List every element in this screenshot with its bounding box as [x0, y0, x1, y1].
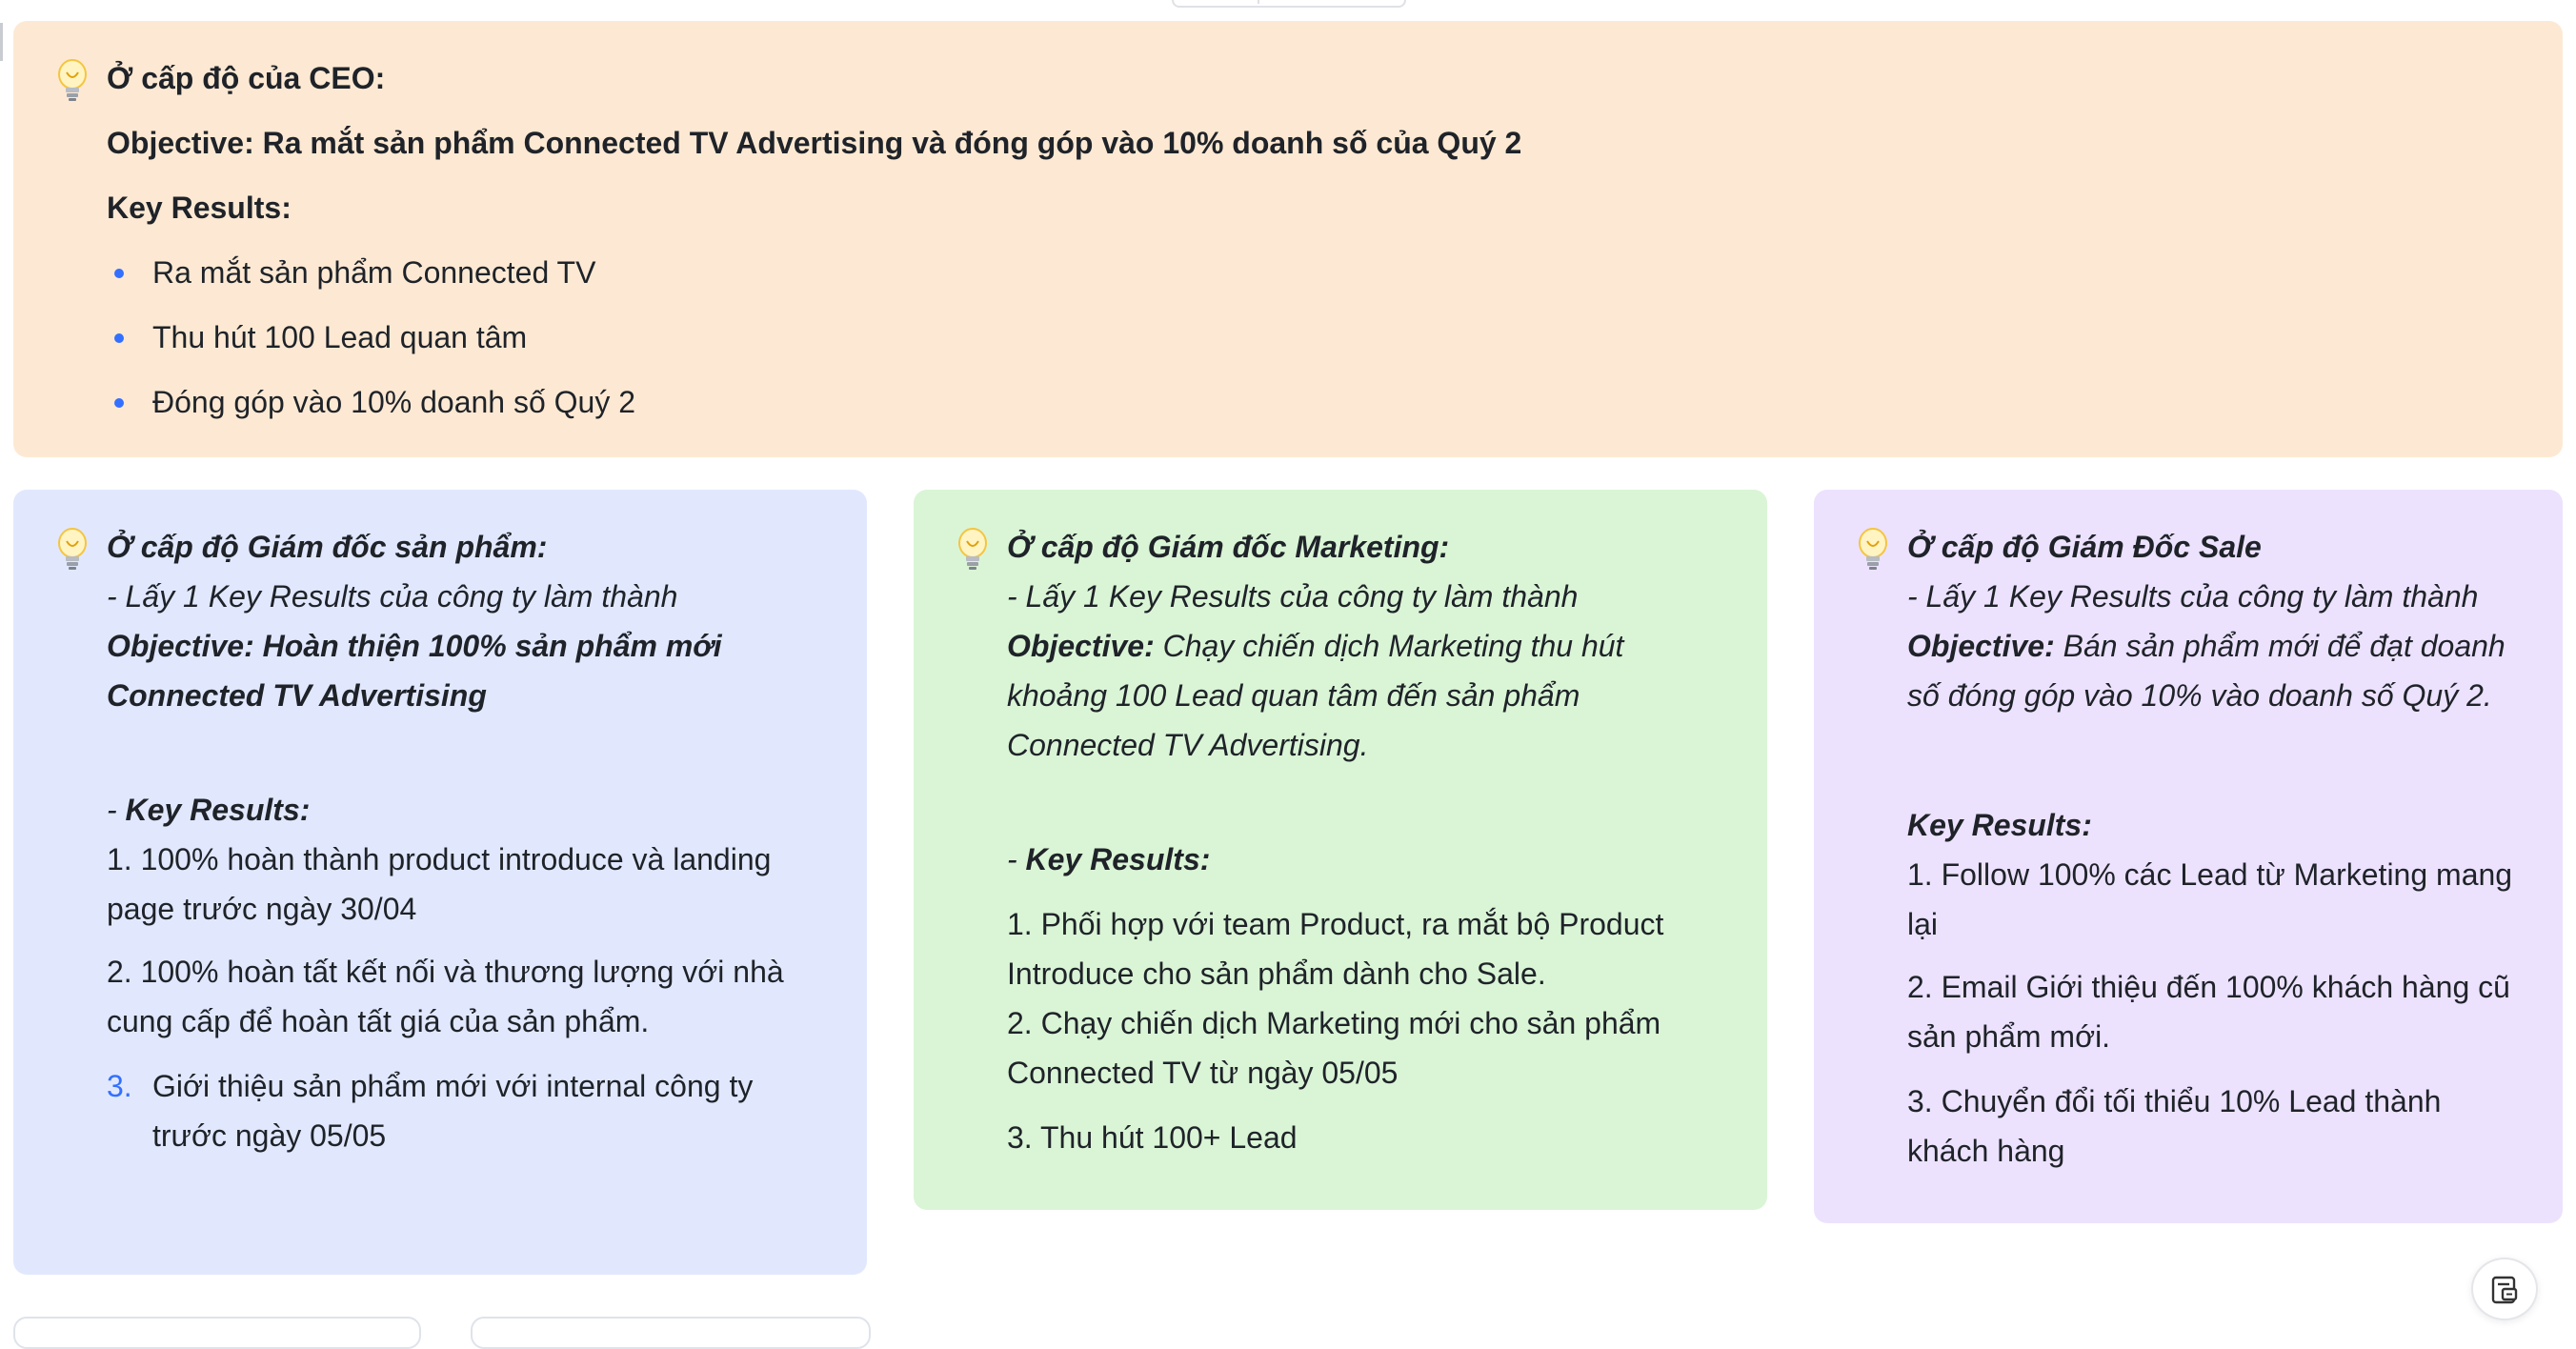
lightbulb-icon [954, 526, 992, 572]
product-kr-3: Giới thiệu sản phẩm mới với internal công ty [152, 1069, 754, 1103]
sale-kr-label: Key Results: [1907, 808, 2092, 842]
product-kr-label [107, 785, 310, 835]
callout-sale-director [1814, 490, 2563, 1223]
sale-intro: - Lấy 1 Key Results của công ty làm thành [1907, 579, 2479, 614]
objective-label: Objective: [1907, 629, 2055, 663]
kr-prefix: - [107, 793, 126, 827]
bullet-icon [114, 269, 124, 278]
sale-objective: số đóng góp vào 10% vào doanh số Quý 2. [1907, 678, 2492, 713]
block-handle[interactable] [0, 23, 3, 61]
ceo-kr-item [107, 248, 595, 297]
objective-text: Bán sản phẩm mới để đạt doanh [2054, 629, 2506, 663]
product-kr-3 [107, 1061, 132, 1111]
product-kr-2: cung cấp để hoàn tất giá của sản phẩm. [107, 1004, 650, 1038]
comment-list-icon [2489, 1275, 2520, 1305]
callout-product-director [13, 490, 867, 1275]
ceo-title: Ở cấp độ của CEO: [107, 61, 386, 95]
list-number: 3. [107, 1069, 132, 1103]
sale-kr-3: khách hàng [1907, 1134, 2065, 1168]
product-objective: Connected TV Advertising [107, 678, 487, 713]
marketing-kr-label [1007, 835, 1210, 884]
sale-kr-2: 2. Email Giới thiệu đến 100% khách hàng cũ [1907, 970, 2510, 1004]
product-intro: - Lấy 1 Key Results của công ty làm thành [107, 579, 678, 614]
marketing-kr-2: Connected TV từ ngày 05/05 [1007, 1056, 1399, 1090]
bullet-icon [114, 398, 124, 408]
product-kr-2: 2. 100% hoàn tất kết nối và thương lượng với nhà [107, 955, 784, 989]
sale-title: Ở cấp độ Giám Đốc Sale [1907, 530, 2262, 564]
lightbulb-icon [1854, 526, 1892, 572]
marketing-objective [1007, 621, 1623, 671]
next-block-card [471, 1317, 871, 1349]
sale-kr-2: sản phẩm mới. [1907, 1019, 2111, 1054]
sale-kr-1: lại [1907, 907, 1939, 941]
marketing-objective: khoảng 100 Lead quan tâm đến sản phẩm [1007, 678, 1580, 713]
marketing-kr-3: 3. Thu hút 100+ Lead [1007, 1120, 1298, 1155]
ceo-kr-text: Đóng góp vào 10% doanh số Quý 2 [152, 385, 636, 419]
product-kr-1: 1. 100% hoàn thành product introduce và landing [107, 842, 772, 876]
sale-kr-1: 1. Follow 100% các Lead từ Marketing mang [1907, 857, 2513, 892]
product-kr-1: page trước ngày 30/04 [107, 892, 417, 926]
product-kr-3: trước ngày 05/05 [152, 1118, 387, 1153]
next-block-card [13, 1317, 421, 1349]
callout-marketing-director [914, 490, 1767, 1210]
kr-prefix: - [1007, 842, 1026, 876]
kr-label: Key Results: [125, 793, 311, 827]
top-toolbar-tab[interactable] [1172, 0, 1406, 8]
sale-objective [1907, 621, 2506, 671]
comment-list-button[interactable] [2471, 1258, 2538, 1320]
marketing-kr-1: Introduce cho sản phẩm dành cho Sale. [1007, 956, 1546, 991]
ceo-kr-text: Thu hút 100 Lead quan tâm [152, 320, 528, 354]
marketing-objective: Connected TV Advertising. [1007, 728, 1369, 762]
kr-label: Key Results: [1025, 842, 1211, 876]
bullet-icon [114, 333, 124, 343]
marketing-kr-2: 2. Chạy chiến dịch Marketing mới cho sản phẩm [1007, 1006, 1661, 1040]
lightbulb-icon [53, 57, 91, 103]
product-objective: Objective: Hoàn thiện 100% sản phẩm mới [107, 629, 722, 663]
marketing-title: Ở cấp độ Giám đốc Marketing: [1007, 530, 1450, 564]
ceo-kr-item [107, 312, 527, 362]
marketing-intro: - Lấy 1 Key Results của công ty làm thành [1007, 579, 1579, 614]
objective-text: Chạy chiến dịch Marketing thu hút [1154, 629, 1624, 663]
marketing-kr-1: 1. Phối hợp với team Product, ra mắt bộ Product [1007, 907, 1664, 941]
ceo-objective: Objective: Ra mắt sản phẩm Connected TV Advertising và đóng góp vào 10% doanh số của Quý 2 [107, 126, 1522, 160]
objective-label: Objective: [1007, 629, 1155, 663]
ceo-kr-label: Key Results: [107, 191, 292, 225]
lightbulb-icon [53, 526, 91, 572]
ceo-kr-text: Ra mắt sản phẩm Connected TV [152, 255, 596, 290]
product-title: Ở cấp độ Giám đốc sản phẩm: [107, 530, 548, 564]
ceo-kr-item [107, 377, 635, 427]
sale-kr-3: 3. Chuyển đổi tối thiểu 10% Lead thành [1907, 1084, 2442, 1118]
callout-ceo [13, 21, 2563, 457]
